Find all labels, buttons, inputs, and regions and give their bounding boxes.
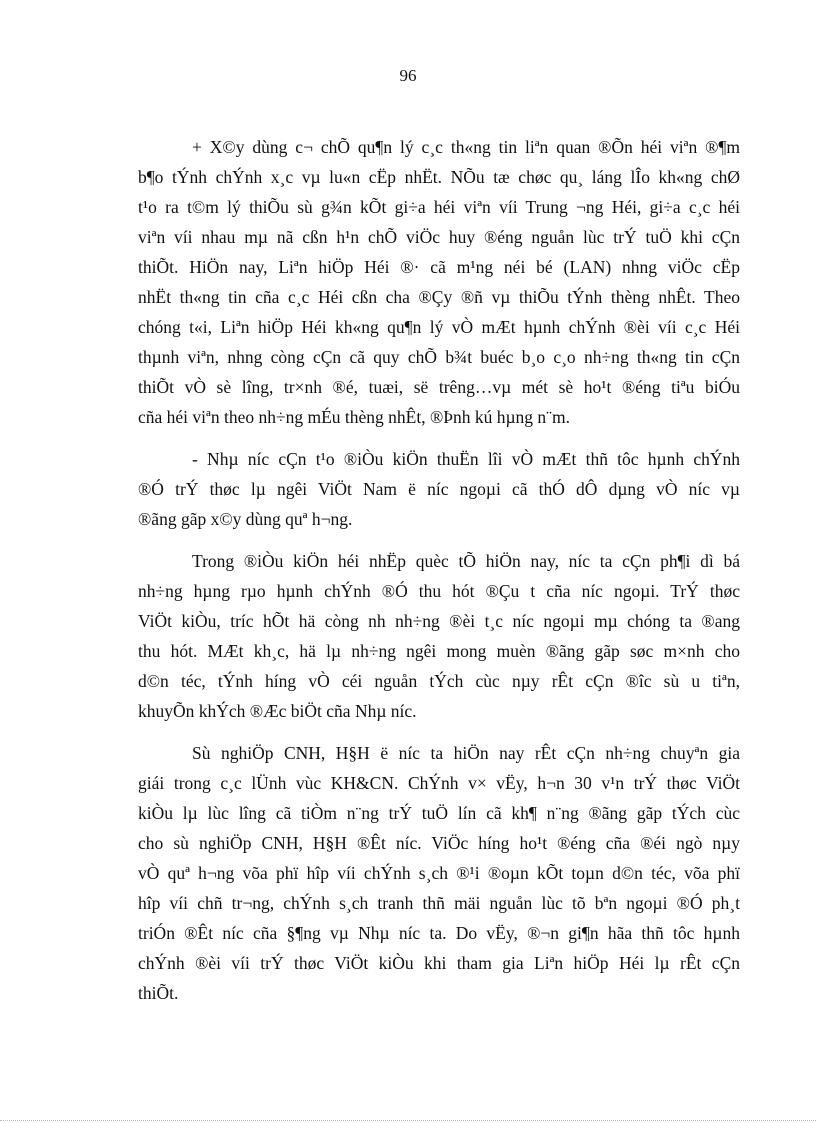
paragraph-4 [138,738,740,1008]
text-line: t¹o ra t©m lý thiÕu sù g¾n kÕt gi÷a héi viªn víi Trung ¬ng Héi, gi÷a c¸c héi [138,197,740,217]
paragraph-2 [138,444,740,534]
text-line: thu hót. MÆt kh¸c, hä lµ nh÷ng ngêi mong muèn ®ãng gãp søc m×nh cho [138,641,740,661]
text-line: chÝnh ®èi víi trÝ thøc ViÖt kiÒu khi tham gia Liªn hiÖp Héi lµ rÊt cÇn [138,953,740,973]
text-line: Sù nghiÖp CNH, H§H ë níc ta hiÖn nay rÊt cÇn nh÷ng chuyªn gia [192,743,740,763]
text-line: chóng t«i, Liªn hiÖp Héi kh«ng qu¶n lý vÒ mÆt hµnh chÝnh ®èi víi c¸c Héi [138,317,740,337]
text-line: cña héi viªn theo nh÷ng mÉu thèng nhÊt, ®Þnh kú hµng n¨m. [138,407,570,427]
text-line: vÒ quª h¬ng võa phï hîp víi chÝnh s¸ch ®¹i ®oµn kÕt toµn d©n téc, võa phï [138,863,740,883]
body-text [138,132,740,1020]
text-line: ®ãng gãp x©y dùng quª h¬ng. [138,509,353,529]
text-line: giái trong c¸c lÜnh vùc KH&CN. ChÝnh v× vËy, h¬n 30 v¹n trÝ thøc ViÖt [138,773,740,793]
text-line: ®Ó trÝ thøc lµ ngêi ViÖt Nam ë níc ngoµi cã thÓ dÔ dµng vÒ níc vµ [138,479,740,499]
text-line: viªn víi nhau mµ nã cßn h¹n chÕ viÖc huy ®éng nguån lùc trÝ tuÖ khi cÇn [138,227,740,247]
page-bottom-rule [0,1120,816,1121]
text-line: triÓn ®Êt níc cña §¶ng vµ Nhµ níc ta. Do vËy, ®¬n gi¶n hãa thñ tôc hµnh [138,923,740,943]
text-line: nhËt th«ng tin cña c¸c Héi cßn cha ®Çy ®ñ vµ thiÕu tÝnh thèng nhÊt. Theo [138,287,740,307]
text-line: kiÒu lµ lùc lîng cã tiÒm n¨ng trÝ tuÖ lín cã kh¶ n¨ng ®ãng gãp tÝch cùc [138,803,740,823]
text-line: thiÕt. HiÖn nay, Liªn hiÖp Héi ®· cã m¹ng néi bé (LAN) nhng viÖc cËp [138,257,740,277]
text-line: hîp víi chñ tr¬ng, chÝnh s¸ch tranh thñ mäi nguån lùc tõ bªn ngoµi ®Ó ph¸t [138,893,740,913]
text-line: khuyÕn khÝch ®Æc biÖt cña Nhµ níc. [138,701,417,721]
text-line: Trong ®iÒu kiÖn héi nhËp quèc tÕ hiÖn nay, níc ta cÇn ph¶i dì bá [192,551,740,571]
text-line: nh÷ng hµng rµo hµnh chÝnh ®Ó thu hót ®Çu t cña níc ngoµi. TrÝ thøc [138,581,740,601]
text-line: ViÖt kiÒu, tríc hÕt hä còng nh nh÷ng ®èi t¸c níc ngoµi mµ chóng ta ®ang [138,611,740,631]
text-line: + X©y dùng c¬ chÕ qu¶n lý c¸c th«ng tin liªn quan ®Õn héi viªn ®¶m [192,137,740,157]
text-line: d©n téc, tÝnh híng vÒ céi nguån tÝch cùc nµy rÊt cÇn ®îc sù u tiªn, [138,671,740,691]
paragraph-3 [138,546,740,726]
text-line: cho sù nghiÖp CNH, H§H ®Êt níc. ViÖc híng ho¹t ®éng cña ®éi ngò nµy [138,833,740,853]
paragraph-1 [138,132,740,432]
text-line: thµnh viªn, nhng còng cÇn cã quy chÕ b¾t buéc b¸o c¸o nh÷ng th«ng tin cÇn [138,347,740,367]
text-line: b¶o tÝnh chÝnh x¸c vµ lu«n cËp nhËt. NÕu tæ chøc qu¸ láng lÎo kh«ng chØ [138,167,740,187]
page-number: 96 [399,66,417,85]
text-line: thiÕt vÒ sè lîng, tr×nh ®é, tuæi, së trêng…vµ mét sè ho¹t ®éng tiªu biÓu [138,377,740,397]
text-line: - Nhµ níc cÇn t¹o ®iÒu kiÖn thuËn lîi vÒ mÆt thñ tôc hµnh chÝnh [192,449,740,469]
text-line: thiÕt. [138,983,179,1003]
